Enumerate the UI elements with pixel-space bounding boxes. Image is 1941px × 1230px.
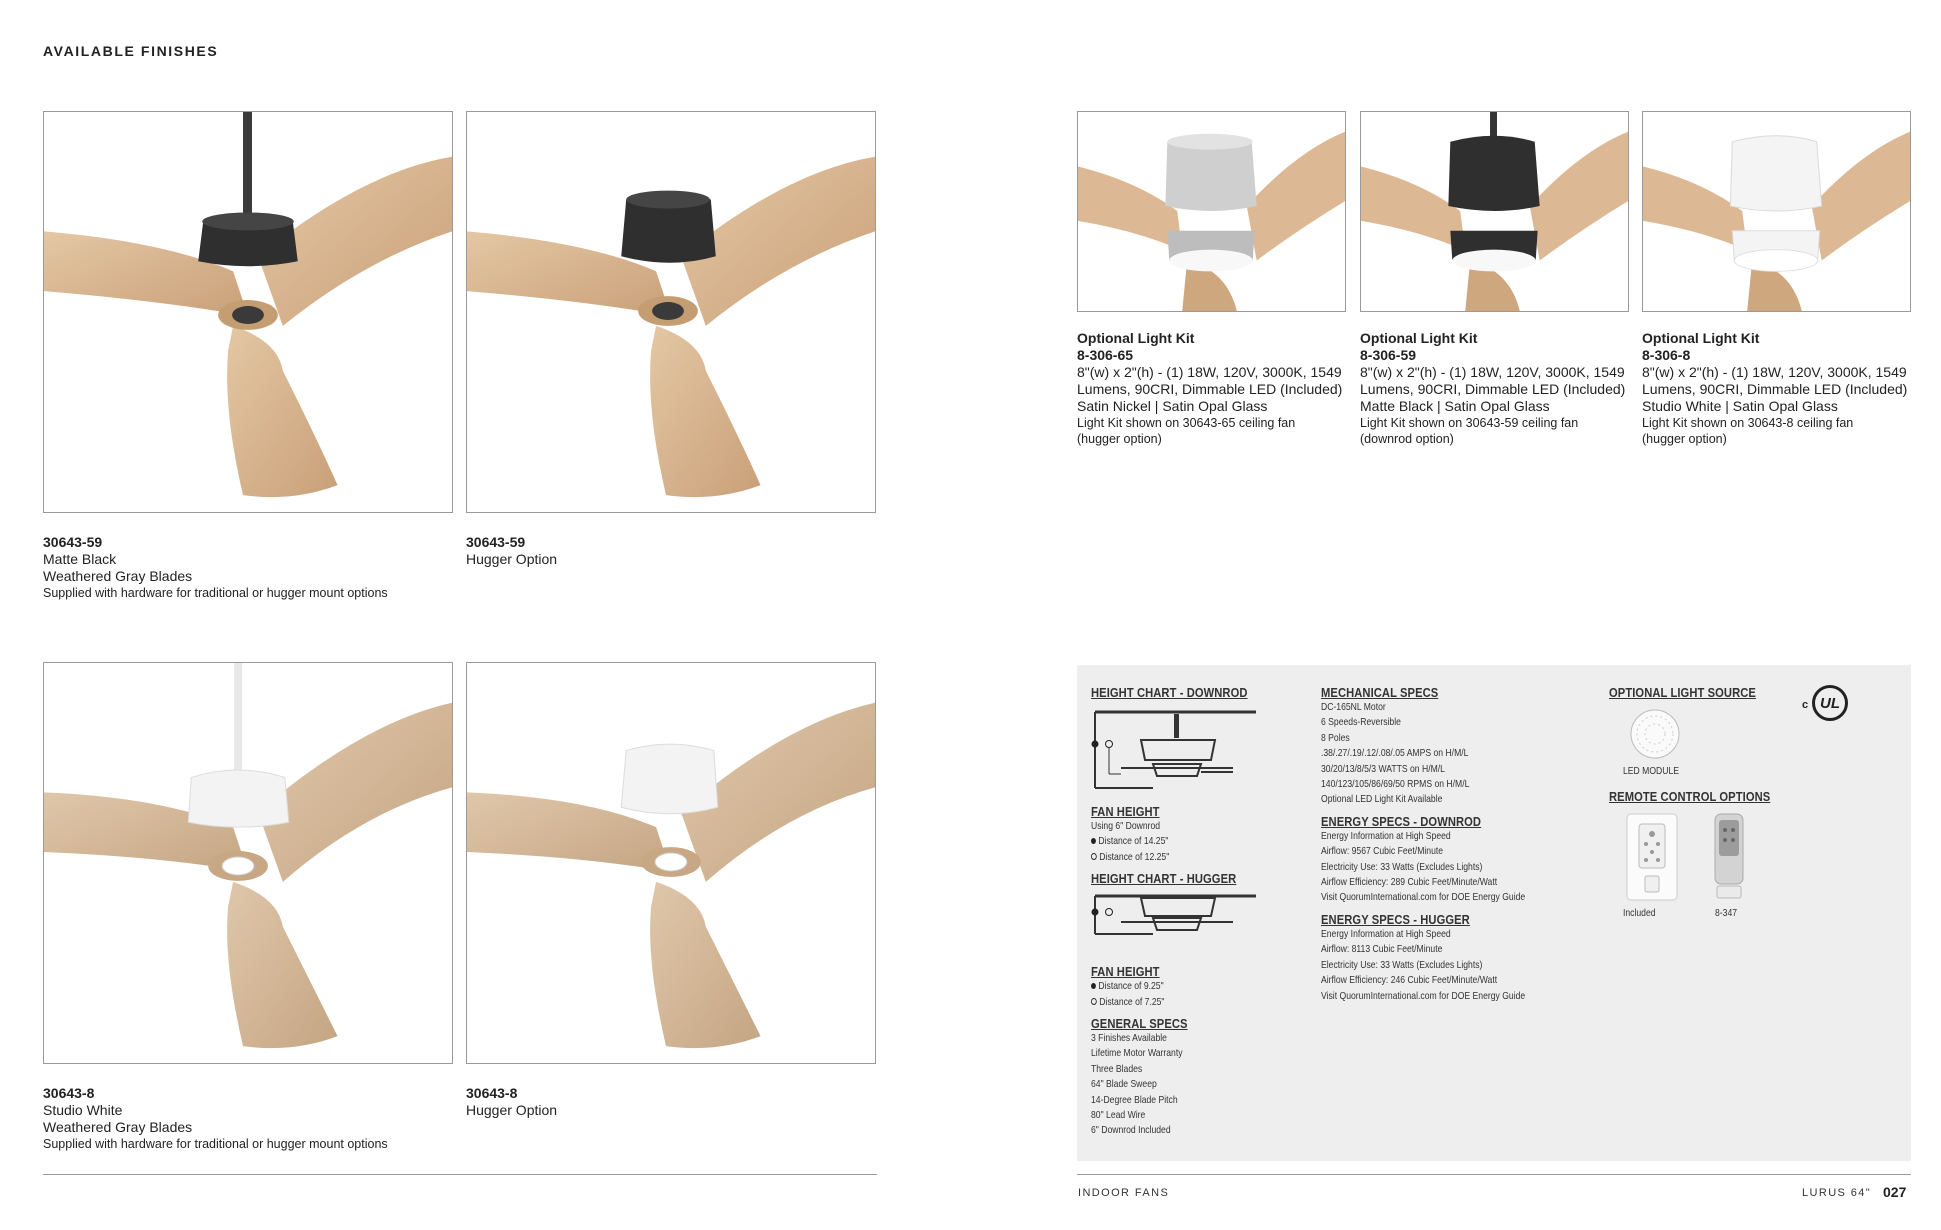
light-kit-title: Optional Light Kit: [1642, 330, 1760, 346]
finish-option: Hugger Option: [466, 1102, 558, 1118]
mechanical-spec-line: DC-165NL Motor: [1321, 701, 1386, 713]
mechanical-spec-line: .38/.27/.19/.12/.08/.05 AMPS on H/M/L: [1321, 747, 1469, 760]
ul-listed-icon: [1802, 685, 1852, 723]
general-spec-line: Three Blades: [1091, 1062, 1143, 1075]
finish-color: Matte Black: [43, 551, 117, 567]
wall-control-icon: [1625, 812, 1679, 902]
energy-hugger-line: Electricity Use: 33 Watts (Excludes Lights): [1321, 958, 1483, 971]
light-kit-title: Optional Light Kit: [1077, 330, 1195, 346]
section-title: AVAILABLE FINISHES: [43, 43, 219, 59]
footer-rule-left: [43, 1174, 877, 1175]
energy-hugger-line: Airflow Efficiency: 246 Cubic Feet/Minute/Watt: [1321, 974, 1498, 987]
general-specs-heading: GENERAL SPECS: [1091, 1016, 1188, 1032]
finish-caption-1: [43, 534, 453, 601]
light-kit-code: 8-306-8: [1642, 347, 1691, 363]
fan-height-filled-distance: Distance of 14.25": [1091, 834, 1263, 849]
spec-column-height: [1091, 685, 1301, 1139]
light-kit-photo-studio-white: [1642, 111, 1911, 312]
light-kit-note: Light Kit shown on 30643-8 ceiling fan: [1642, 416, 1854, 430]
finish-blades: Weathered Gray Blades: [43, 1119, 193, 1135]
finish-caption-3: [43, 1085, 453, 1152]
finish-code: 30643-59: [466, 534, 526, 550]
energy-downrod-heading: ENERGY SPECS - DOWNROD: [1321, 813, 1482, 829]
finish-blades: Weathered Gray Blades: [43, 568, 193, 584]
light-kit-spec: 8"(w) x 2"(h) - (1) 18W, 120V, 3000K, 1549: [1360, 364, 1625, 380]
light-kit-finish: Studio White | Satin Opal Glass: [1642, 398, 1838, 414]
remote-options: [1609, 812, 1809, 932]
light-kit-caption-2: [1360, 330, 1630, 447]
fan-photo-matte-black-downrod: [43, 111, 453, 513]
energy-downrod-line: Airflow: 9567 Cubic Feet/Minute: [1321, 845, 1444, 858]
finish-note: Supplied with hardware for traditional or hugger mount options: [43, 1137, 388, 1151]
optional-light-source-heading: OPTIONAL LIGHT SOURCE: [1609, 685, 1756, 700]
energy-downrod-line: Airflow Efficiency: 289 Cubic Feet/Minute/Watt: [1321, 876, 1498, 889]
light-kit-photo-matte-black: [1360, 111, 1629, 312]
light-kit-finish: Satin Nickel | Satin Opal Glass: [1077, 398, 1268, 414]
light-kit-photo-satin-nickel: [1077, 111, 1346, 312]
energy-hugger-line: Airflow: 8113 Cubic Feet/Minute: [1321, 943, 1443, 956]
light-kit-code: 8-306-59: [1360, 347, 1417, 363]
mechanical-spec-line: Optional LED Light Kit Available: [1321, 793, 1443, 806]
fan-photo-matte-black-hugger: [466, 111, 876, 513]
light-kit-spec: Lumens, 90CRI, Dimmable LED (Included): [1642, 381, 1908, 397]
light-kit-note: Light Kit shown on 30643-65 ceiling fan: [1077, 416, 1296, 430]
spec-column-options: [1609, 685, 1809, 932]
light-kit-note: (hugger option): [1642, 432, 1727, 446]
spec-panel: [1077, 665, 1911, 1161]
energy-hugger-heading: ENERGY SPECS - HUGGER: [1321, 911, 1470, 927]
led-module-label: LED MODULE: [1623, 765, 1679, 777]
light-kit-note: (downrod option): [1360, 432, 1454, 446]
fan-photo-studio-white-downrod: [43, 662, 453, 1064]
general-spec-line: 80" Lead Wire: [1091, 1109, 1146, 1122]
finish-caption-4: [466, 1085, 876, 1119]
height-chart-hugger-heading: HEIGHT CHART - HUGGER: [1091, 871, 1237, 887]
finish-note: Supplied with hardware for traditional or hugger mount options: [43, 586, 388, 600]
handheld-remote-label: 8-347: [1715, 907, 1738, 920]
height-chart-downrod-heading: HEIGHT CHART - DOWNROD: [1091, 685, 1248, 700]
general-spec-line: Lifetime Motor Warranty: [1091, 1047, 1183, 1060]
footer-category: INDOOR FANS: [1078, 1187, 1170, 1199]
energy-hugger-line: Visit QuorumInternational.com for DOE Energy Guide: [1321, 989, 1526, 1002]
spec-column-mechanical: [1321, 685, 1591, 1004]
led-module-icon: [1625, 706, 1685, 762]
mechanical-spec-line: 30/20/13/8/5/3 WATTS on H/M/L: [1321, 762, 1445, 775]
finish-code: 30643-59: [43, 534, 103, 550]
mechanical-spec-line: 6 Speeds-Reversible: [1321, 716, 1401, 729]
general-spec-line: 14-Degree Blade Pitch: [1091, 1093, 1178, 1106]
energy-downrod-line: Visit QuorumInternational.com for DOE Energy Guide: [1321, 891, 1526, 904]
light-kit-note: (hugger option): [1077, 432, 1162, 446]
footer-rule-right: [1077, 1174, 1911, 1175]
light-kit-spec: 8"(w) x 2"(h) - (1) 18W, 120V, 3000K, 1549: [1077, 364, 1342, 380]
finish-code: 30643-8: [43, 1085, 95, 1101]
height-chart-downrod-diagram: [1091, 704, 1261, 794]
wall-control-label: Included: [1623, 907, 1656, 920]
light-kit-note: Light Kit shown on 30643-59 ceiling fan: [1360, 416, 1579, 430]
energy-downrod-line: Electricity Use: 33 Watts (Excludes Lights): [1321, 860, 1483, 873]
height-chart-hugger-diagram: [1091, 890, 1261, 950]
mechanical-spec-line: 140/123/105/86/69/50 RPMS on H/M/L: [1321, 778, 1470, 791]
handheld-remote-icon: [1709, 812, 1749, 902]
ul-c-mark: c: [1802, 699, 1809, 711]
finish-caption-2: [466, 534, 876, 568]
fan-height-open-distance: Distance of 7.25": [1091, 995, 1263, 1010]
footer-product-name: LURUS 64": [1802, 1187, 1872, 1199]
energy-hugger-line: Energy Information at High Speed: [1321, 927, 1451, 940]
fan-height-heading: FAN HEIGHT: [1091, 804, 1160, 819]
light-kit-title: Optional Light Kit: [1360, 330, 1478, 346]
energy-downrod-line: Energy Information at High Speed: [1321, 829, 1451, 842]
mechanical-spec-line: 8 Poles: [1321, 731, 1350, 744]
finish-color: Studio White: [43, 1102, 123, 1118]
light-kit-finish: Matte Black | Satin Opal Glass: [1360, 398, 1550, 414]
fan-height-note: Using 6" Downrod: [1091, 820, 1161, 832]
general-spec-line: 64" Blade Sweep: [1091, 1078, 1157, 1091]
light-kit-spec: 8"(w) x 2"(h) - (1) 18W, 120V, 3000K, 1549: [1642, 364, 1907, 380]
light-kit-caption-1: [1077, 330, 1347, 447]
remote-control-heading: REMOTE CONTROL OPTIONS: [1609, 789, 1771, 805]
mechanical-specs-heading: MECHANICAL SPECS: [1321, 685, 1439, 700]
light-kit-code: 8-306-65: [1077, 347, 1134, 363]
fan-photo-studio-white-hugger: [466, 662, 876, 1064]
light-kit-caption-3: [1642, 330, 1912, 447]
general-spec-line: 3 Finishes Available: [1091, 1032, 1167, 1045]
fan-height-heading: FAN HEIGHT: [1091, 964, 1160, 980]
finish-option: Hugger Option: [466, 551, 558, 567]
light-kit-spec: Lumens, 90CRI, Dimmable LED (Included): [1360, 381, 1626, 397]
fan-height-open-distance: Distance of 12.25": [1091, 850, 1263, 865]
fan-height-filled-distance: Distance of 9.25": [1091, 979, 1263, 994]
finish-code: 30643-8: [466, 1085, 518, 1101]
ul-mark: UL: [1820, 694, 1840, 712]
page-number: 027: [1883, 1184, 1907, 1200]
general-spec-line: 6" Downrod Included: [1091, 1124, 1171, 1137]
light-kit-spec: Lumens, 90CRI, Dimmable LED (Included): [1077, 381, 1343, 397]
